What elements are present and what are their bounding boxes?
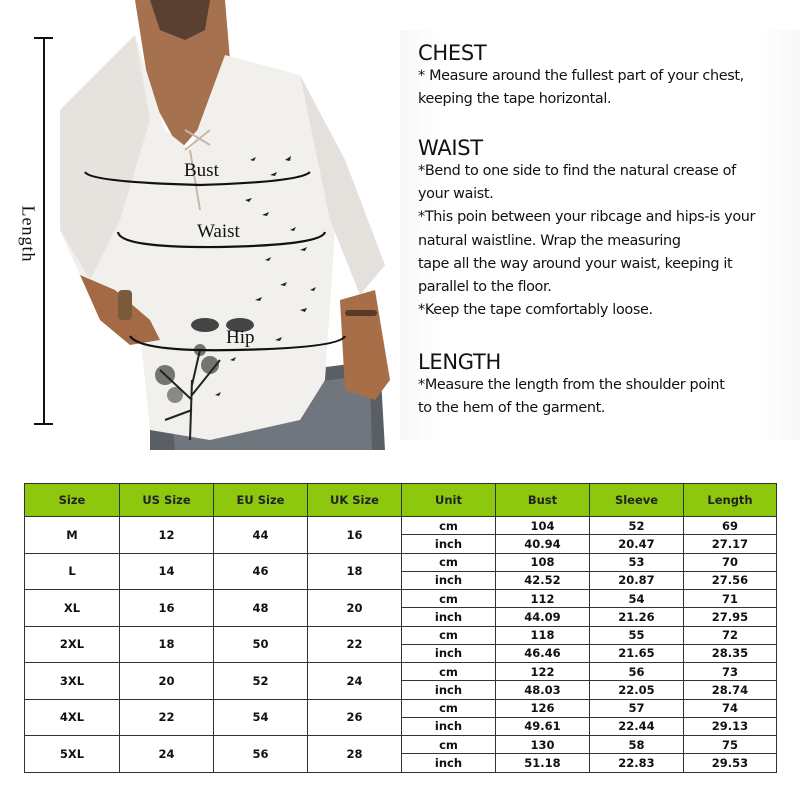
length-title: LENGTH <box>418 350 502 374</box>
cell-us-size: 16 <box>120 590 214 627</box>
cell-sleeve: 54 <box>590 590 684 608</box>
cell-unit: cm <box>402 736 496 754</box>
table-row <box>25 736 777 754</box>
waist-line: *Keep the tape comfortably loose. <box>418 302 653 319</box>
cell-uk-size: 16 <box>308 517 402 554</box>
cell-size: 3XL <box>25 663 120 700</box>
waist-line: your waist. <box>418 186 494 203</box>
cell-bust: 130 <box>496 736 590 754</box>
cell-sleeve: 22.05 <box>590 681 684 699</box>
cell-eu-size: 52 <box>214 663 308 700</box>
waist-label: Waist <box>197 221 240 242</box>
cell-us-size: 20 <box>120 663 214 700</box>
cell-bust: 46.46 <box>496 644 590 662</box>
cell-bust: 122 <box>496 663 590 681</box>
table-header-row <box>25 484 777 517</box>
cell-bust: 126 <box>496 699 590 717</box>
cell-us-size: 18 <box>120 626 214 663</box>
cell-length: 27.95 <box>684 608 777 626</box>
cell-sleeve: 56 <box>590 663 684 681</box>
cell-sleeve: 55 <box>590 626 684 644</box>
length-line: *Measure the length from the shoulder point <box>418 377 725 393</box>
header-unit: Unit <box>402 484 496 517</box>
cell-bust: 104 <box>496 517 590 535</box>
header-us-size: US Size <box>120 484 214 517</box>
cell-length: 72 <box>684 626 777 644</box>
cell-bust: 49.61 <box>496 717 590 735</box>
cell-uk-size: 24 <box>308 663 402 700</box>
chest-title: CHEST <box>418 41 487 65</box>
cell-sleeve: 22.44 <box>590 717 684 735</box>
header-size: Size <box>25 484 120 517</box>
cell-uk-size: 28 <box>308 736 402 773</box>
cell-sleeve: 52 <box>590 517 684 535</box>
cell-unit: cm <box>402 553 496 571</box>
cell-bust: 44.09 <box>496 608 590 626</box>
cell-length: 70 <box>684 553 777 571</box>
cell-eu-size: 48 <box>214 590 308 627</box>
waist-line: natural waistline. Wrap the measuring <box>418 232 681 249</box>
cell-sleeve: 21.26 <box>590 608 684 626</box>
cell-bust: 40.94 <box>496 535 590 553</box>
cell-bust: 108 <box>496 553 590 571</box>
table-row <box>25 626 777 644</box>
cell-sleeve: 58 <box>590 736 684 754</box>
cell-size: M <box>25 517 120 554</box>
cell-sleeve: 20.47 <box>590 535 684 553</box>
hip-label: Hip <box>226 327 255 348</box>
cell-sleeve: 20.87 <box>590 571 684 589</box>
length-line: to the hem of the garment. <box>418 400 606 417</box>
chest-line: keeping the tape horizontal. <box>418 91 612 108</box>
chest-section <box>418 41 744 111</box>
cell-unit: cm <box>402 590 496 608</box>
cell-size: 2XL <box>25 626 120 663</box>
cell-unit: inch <box>402 571 496 589</box>
table-row <box>25 590 777 608</box>
table-row <box>25 663 777 681</box>
header-bust: Bust <box>496 484 590 517</box>
cell-bust: 48.03 <box>496 681 590 699</box>
waist-title: WAIST <box>418 136 483 160</box>
cell-length: 74 <box>684 699 777 717</box>
cell-length: 29.53 <box>684 754 777 772</box>
cell-bust: 42.52 <box>496 571 590 589</box>
cell-length: 27.56 <box>684 571 777 589</box>
cell-length: 75 <box>684 736 777 754</box>
cell-unit: cm <box>402 663 496 681</box>
cell-sleeve: 53 <box>590 553 684 571</box>
cell-unit: cm <box>402 517 496 535</box>
waist-section <box>418 136 755 322</box>
cell-length: 69 <box>684 517 777 535</box>
length-label: Length <box>18 205 39 263</box>
cell-length: 73 <box>684 663 777 681</box>
cell-unit: cm <box>402 699 496 717</box>
cell-sleeve: 57 <box>590 699 684 717</box>
cell-bust: 112 <box>496 590 590 608</box>
waist-line: tape all the way around your waist, keeping it <box>418 255 733 272</box>
cell-uk-size: 20 <box>308 590 402 627</box>
cell-size: L <box>25 553 120 590</box>
cell-bust: 51.18 <box>496 754 590 772</box>
table-row <box>25 699 777 717</box>
cell-length: 29.13 <box>684 717 777 735</box>
length-section <box>418 350 725 420</box>
header-eu-size: EU Size <box>214 484 308 517</box>
cell-sleeve: 21.65 <box>590 644 684 662</box>
cell-size: 4XL <box>25 699 120 736</box>
cell-uk-size: 26 <box>308 699 402 736</box>
waist-line: *Bend to one side to find the natural crease of <box>418 163 736 179</box>
cell-length: 28.74 <box>684 681 777 699</box>
cell-size: XL <box>25 590 120 627</box>
header-uk-size: UK Size <box>308 484 402 517</box>
waist-line: parallel to the floor. <box>418 279 552 296</box>
cell-unit: inch <box>402 535 496 553</box>
cell-eu-size: 54 <box>214 699 308 736</box>
waist-line: *This poin between your ribcage and hips-is your <box>418 209 756 226</box>
table-row <box>25 553 777 571</box>
cell-us-size: 22 <box>120 699 214 736</box>
cell-us-size: 14 <box>120 553 214 590</box>
cell-unit: inch <box>402 754 496 772</box>
cell-us-size: 12 <box>120 517 214 554</box>
bust-label: Bust <box>184 160 219 181</box>
cell-unit: inch <box>402 681 496 699</box>
cell-eu-size: 46 <box>214 553 308 590</box>
cell-unit: inch <box>402 717 496 735</box>
cell-eu-size: 50 <box>214 626 308 663</box>
cell-unit: inch <box>402 644 496 662</box>
size-chart-table <box>24 483 777 773</box>
cell-length: 71 <box>684 590 777 608</box>
cell-uk-size: 18 <box>308 553 402 590</box>
cell-sleeve: 22.83 <box>590 754 684 772</box>
cell-bust: 118 <box>496 626 590 644</box>
cell-uk-size: 22 <box>308 626 402 663</box>
cell-unit: cm <box>402 626 496 644</box>
cell-unit: inch <box>402 608 496 626</box>
cell-length: 27.17 <box>684 535 777 553</box>
header-sleeve: Sleeve <box>590 484 684 517</box>
cell-eu-size: 56 <box>214 736 308 773</box>
cell-size: 5XL <box>25 736 120 773</box>
header-length: Length <box>684 484 777 517</box>
product-photo <box>0 0 400 450</box>
cell-eu-size: 44 <box>214 517 308 554</box>
cell-us-size: 24 <box>120 736 214 773</box>
table-row <box>25 517 777 535</box>
cell-length: 28.35 <box>684 644 777 662</box>
chest-line: * Measure around the fullest part of your chest, <box>418 68 744 84</box>
